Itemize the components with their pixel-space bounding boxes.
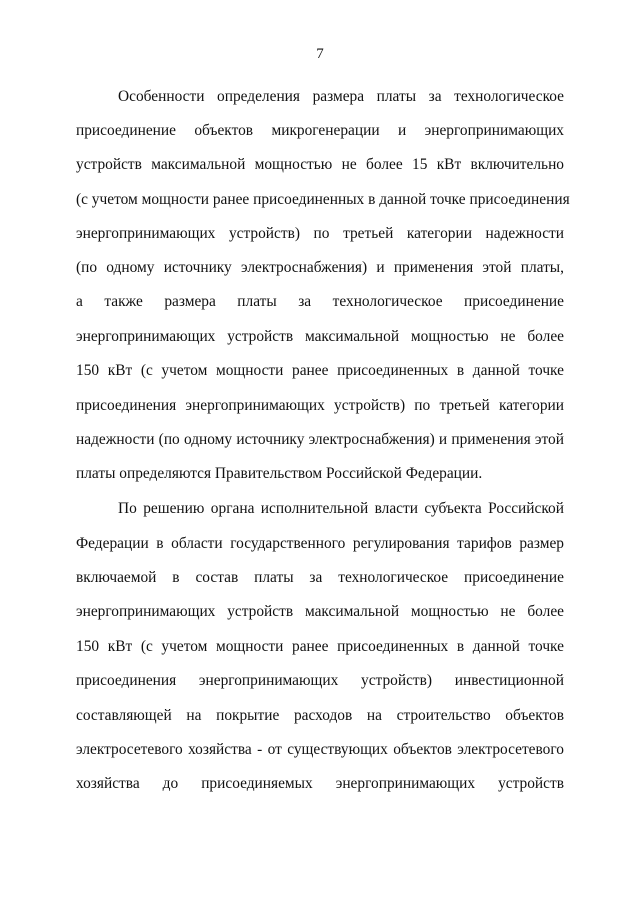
paragraph-1-line-4: (с учетом мощности ранее присоединенных в данной точке присоединения <box>76 191 570 208</box>
paragraph-1-line-10: присоединения энергопринимающих устройств) по третьей категории <box>76 397 564 414</box>
paragraph-2-line-6: присоединения энергопринимающих устройств) инвестиционной <box>76 672 564 689</box>
paragraph-2-line-8: электросетевого хозяйства - от существующих объектов электросетевого <box>76 741 564 758</box>
paragraph-1-line-12: платы определяются Правительством Российской Федерации. <box>76 465 483 482</box>
paragraph-1-line-3: устройств максимальной мощностью не более 15 кВт включительно <box>76 156 564 173</box>
paragraph-1-line-1: Особенности определения размера платы за технологическое <box>118 88 564 105</box>
paragraph-2-line-4: энергопринимающих устройств максимальной мощностью не более <box>76 603 564 620</box>
paragraph-1-line-7: а также размера платы за технологическое присоединение <box>76 293 564 310</box>
paragraph-1-line-11: надежности (по одному источнику электроснабжения) и применения этой <box>76 431 564 448</box>
paragraph-2-line-7: составляющей на покрытие расходов на строительство объектов <box>76 707 564 724</box>
paragraph-2-line-9: хозяйства до присоединяемых энергопринимающих устройств <box>76 775 564 792</box>
paragraph-2-line-2: Федерации в области государственного регулирования тарифов размер <box>76 535 564 552</box>
paragraph-1-line-8: энергопринимающих устройств максимальной мощностью не более <box>76 328 564 345</box>
paragraph-2-line-1: По решению органа исполнительной власти субъекта Российской <box>118 500 564 517</box>
paragraph-1-line-6: (по одному источнику электроснабжения) и применения этой платы, <box>76 259 564 276</box>
paragraph-1-line-5: энергопринимающих устройств) по третьей категории надежности <box>76 225 564 242</box>
paragraph-2-line-3: включаемой в состав платы за технологическое присоединение <box>76 569 564 586</box>
paragraph-1-line-2: присоединение объектов микрогенерации и энергопринимающих <box>76 122 564 139</box>
page-number: 7 <box>316 46 324 62</box>
paragraph-1-line-9: 150 кВт (с учетом мощности ранее присоединенных в данной точке <box>76 362 564 379</box>
paragraph-2-line-5: 150 кВт (с учетом мощности ранее присоединенных в данной точке <box>76 638 564 655</box>
